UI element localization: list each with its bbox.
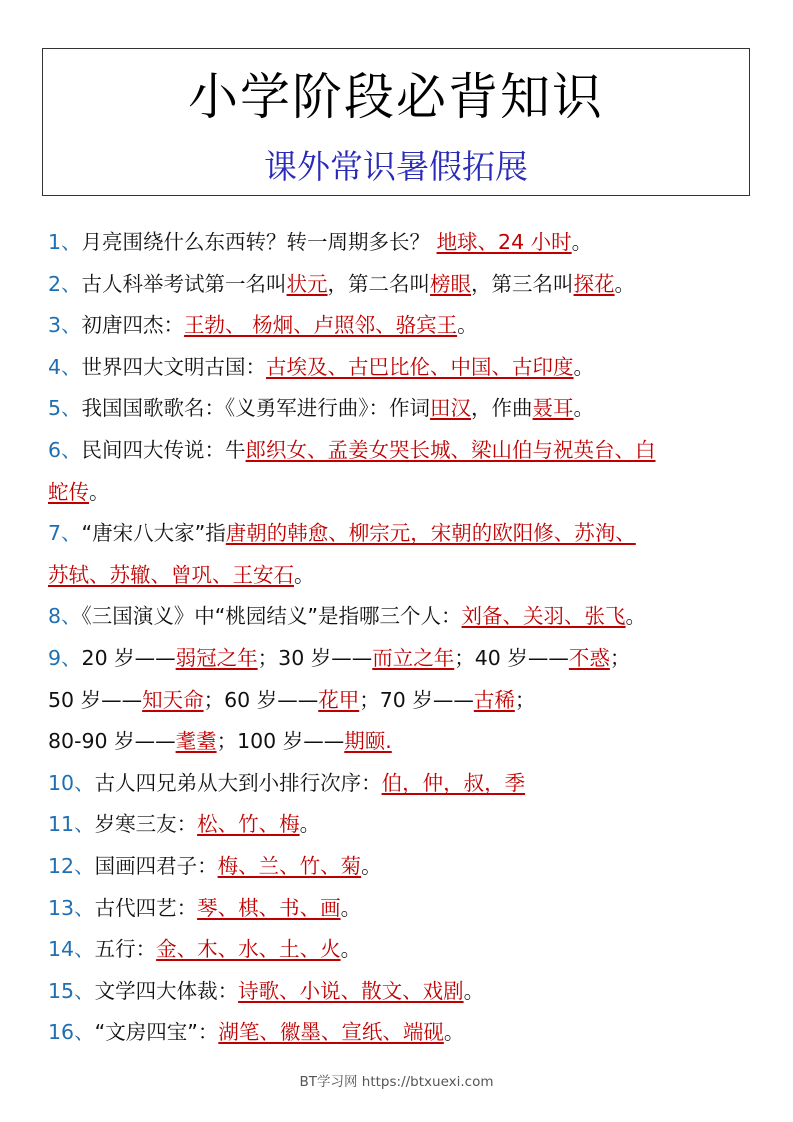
answer-text: 弱冠之年	[175, 645, 258, 670]
item-number: 15、	[48, 978, 95, 1003]
item-number: 5、	[48, 396, 82, 421]
answer-text: 金、木、水、土、火	[156, 937, 341, 962]
answer-text: 松、竹、梅	[197, 812, 300, 837]
item-number: 10、	[48, 770, 95, 795]
question-text: ，作曲	[471, 396, 533, 421]
question-text: 80-90 岁——	[48, 729, 176, 754]
question-text: ；40 岁——	[454, 645, 569, 670]
answer-text: 王勃、 杨炯、卢照邻、骆宾王	[184, 313, 458, 338]
list-line	[48, 680, 758, 722]
item-number: 8、	[48, 604, 82, 629]
list-line	[48, 388, 758, 430]
answer-text: 探花	[573, 271, 615, 296]
question-text: 。	[340, 895, 362, 920]
question-text: 。	[573, 354, 595, 379]
item-number: 2、	[48, 271, 82, 296]
list-line	[48, 596, 758, 638]
question-text: 。	[361, 853, 382, 878]
answer-text: 郎织女、孟姜女哭长城、梁山伯与祝英台、白	[245, 437, 656, 462]
question-text: 初唐四杰：	[81, 313, 185, 338]
question-text: 文学四大体裁：	[94, 978, 239, 1003]
item-number: 13、	[48, 895, 95, 920]
list-line	[48, 513, 758, 555]
answer-text: 聂耳	[532, 396, 574, 421]
question-text: 。	[457, 313, 478, 338]
answer-text: 琴、棋、书、画	[197, 895, 341, 920]
knowledge-list	[48, 222, 758, 1054]
answer-text: 知天命	[142, 687, 204, 712]
question-text: ；60 岁——	[203, 687, 319, 712]
question-text: 。	[614, 271, 636, 296]
list-line	[48, 763, 758, 805]
item-number: 9、	[48, 645, 82, 670]
item-number: 14、	[48, 937, 95, 962]
question-text: 。	[89, 479, 110, 504]
answer-text: 古埃及、古巴比伦、中国、古印度	[266, 354, 574, 379]
question-text: 五行：	[94, 937, 157, 962]
item-number: 6、	[48, 437, 82, 462]
answer-text: 梅、兰、竹、菊	[217, 853, 362, 878]
answer-text: 诗歌、小说、散文、戏剧	[238, 978, 464, 1003]
question-text: 岁寒三友：	[94, 812, 198, 837]
question-text: ，第三名叫	[471, 271, 574, 296]
item-number: 1、	[48, 230, 82, 254]
answer-text: 地球、24 小时	[436, 230, 572, 254]
question-text: 。	[299, 812, 321, 837]
answer-text: 刘备、关羽、张飞	[461, 604, 626, 629]
item-number: 12、	[48, 853, 95, 878]
item-number: 16、	[48, 1020, 95, 1045]
answer-text: 湖笔、徽墨、宣纸、端砚	[218, 1020, 444, 1045]
page-title: 小学阶段必背知识	[188, 68, 604, 126]
answer-text: 耄耋	[175, 729, 217, 754]
item-number: 11、	[48, 812, 95, 837]
item-number: 4、	[48, 354, 82, 379]
question-text: “文房四宝”：	[94, 1020, 219, 1045]
list-line	[48, 305, 758, 347]
list-line	[48, 347, 758, 389]
question-text: 。	[625, 604, 647, 629]
title-box	[42, 48, 750, 196]
question-text: ；	[609, 645, 631, 670]
question-text: ；70 岁——	[359, 687, 474, 712]
question-text: 月亮围绕什么东西转？转一周期多长？	[81, 230, 437, 254]
question-text: ，第二名叫	[327, 271, 431, 296]
question-text: 《三国演义》中“桃园结义”是指哪三个人：	[81, 604, 462, 629]
list-line	[48, 264, 758, 306]
question-text: ；	[514, 687, 536, 712]
question-text: 民间四大传说：牛	[81, 437, 246, 462]
question-text: 。	[443, 1020, 465, 1045]
list-line	[48, 430, 758, 472]
question-text: 50 岁——	[48, 687, 143, 712]
answer-text: 而立之年	[372, 645, 455, 670]
list-line	[48, 888, 758, 930]
question-text: 我国国歌歌名：《义勇军进行曲》：作词	[81, 396, 431, 421]
footer-watermark: BT学习网 https://btxuexi.com	[299, 1074, 494, 1090]
answer-text: 伯，仲，叔，季	[381, 770, 526, 795]
question-text: 古代四艺：	[94, 895, 198, 920]
question-text: 。	[573, 396, 595, 421]
answer-text: 田汉	[430, 396, 472, 421]
question-text: 。	[294, 562, 315, 587]
question-text: 国画四君子：	[94, 853, 218, 878]
answer-text: 榜眼	[430, 271, 472, 296]
page-subtitle: 课外常识暑假拓展	[264, 147, 528, 186]
question-text: 古人科举考试第一名叫	[81, 271, 287, 296]
answer-text: 不惑	[568, 645, 610, 670]
answer-text: 唐朝的韩愈、柳宗元，宋朝的欧阳修、苏洵、	[225, 521, 636, 546]
question-text: ；100 岁——	[216, 729, 345, 754]
question-text: 世界四大文明古国：	[81, 354, 267, 379]
item-number: 3、	[48, 313, 82, 338]
list-line	[48, 971, 758, 1013]
question-text: 。	[340, 937, 362, 962]
question-text: 古人四兄弟从大到小排行次序：	[94, 770, 382, 795]
answer-text: 状元	[286, 271, 328, 296]
list-line	[48, 804, 758, 846]
answer-text: 花甲	[318, 687, 360, 712]
list-line	[48, 721, 758, 763]
list-line	[48, 929, 758, 971]
list-line	[48, 555, 758, 597]
list-line	[48, 472, 758, 514]
question-text: 20 岁——	[81, 645, 176, 670]
question-text: 。	[463, 978, 485, 1003]
question-text: 。	[571, 230, 593, 254]
answer-text: 蛇传	[48, 479, 89, 504]
answer-text: 古稀	[473, 687, 515, 712]
item-number: 7、	[48, 521, 82, 546]
list-line	[48, 638, 758, 680]
answer-text: 期颐.	[344, 729, 392, 754]
list-line	[48, 1012, 758, 1054]
question-text: “唐宋八大家”指	[81, 521, 226, 546]
list-line	[48, 846, 758, 888]
answer-text: 苏轼、苏辙、曾巩、王安石	[48, 562, 294, 587]
list-line	[48, 222, 758, 264]
question-text: ；30 岁——	[257, 645, 373, 670]
